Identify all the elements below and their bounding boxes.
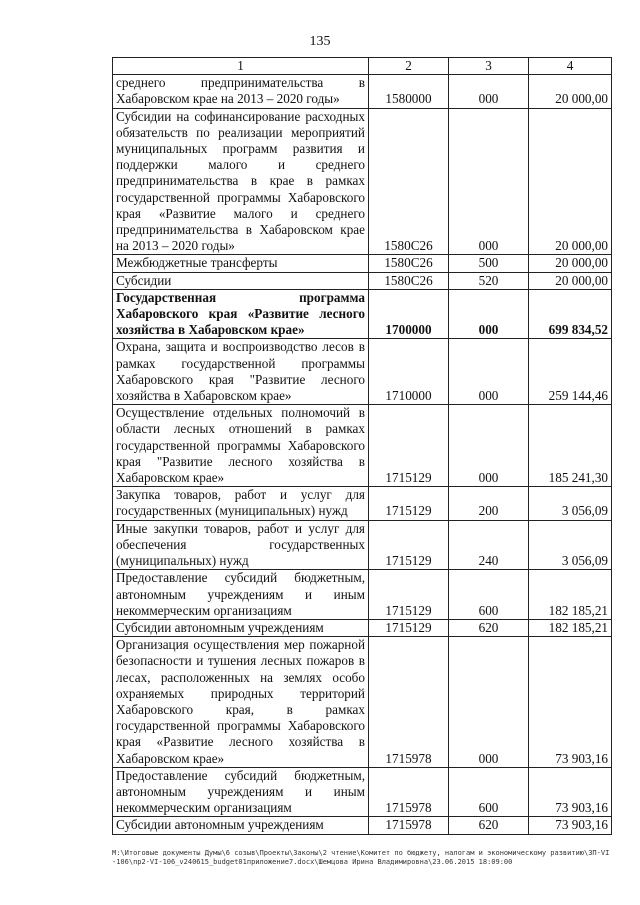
- row-expense-type: 000: [449, 339, 529, 405]
- row-name: Субсидии автономным учреждениям: [113, 619, 369, 636]
- row-amount: 20 000,00: [529, 255, 612, 272]
- row-expense-type: 620: [449, 817, 529, 834]
- table-row: [113, 767, 612, 817]
- row-amount: 20 000,00: [529, 75, 612, 108]
- row-amount: 3 056,09: [529, 520, 612, 570]
- row-code: 1580С26: [369, 108, 449, 255]
- row-code: 1580000: [369, 75, 449, 108]
- row-expense-type: 600: [449, 570, 529, 620]
- row-name: Предоставление субсидий бюджетным, автономным учреждениям и иным некоммерческим организациям: [113, 767, 369, 817]
- row-name: Межбюджетные трансферты: [113, 255, 369, 272]
- row-amount: 20 000,00: [529, 272, 612, 289]
- row-amount: 3 056,09: [529, 487, 612, 520]
- budget-table: [112, 57, 612, 835]
- table-row: [113, 272, 612, 289]
- row-name: Организация осуществления мер пожарной безопасности и тушения лесных пожаров в лесах, расположенных на землях особо охраняемых природных территорий Хабаровского края, в рамках государственной программы Хабаровского края «Развитие лесного хозяйства в Хабаровском крае»: [113, 637, 369, 768]
- table-row: [113, 817, 612, 834]
- row-name: среднего предпринимательства в Хабаровском крае на 2013 – 2020 годы»: [113, 75, 369, 108]
- row-amount: 73 903,16: [529, 767, 612, 817]
- column-header: 3: [449, 58, 529, 75]
- table-row: [113, 339, 612, 405]
- row-amount: 20 000,00: [529, 108, 612, 255]
- row-name: Осуществление отдельных полномочий в области лесных отношений в рамках государственной программы Хабаровского края "Развитие лесного хозяйства в Хабаровском крае»: [113, 405, 369, 487]
- table-row: [113, 108, 612, 255]
- table-row: [113, 570, 612, 620]
- row-code: 1580С26: [369, 272, 449, 289]
- table-row: [113, 255, 612, 272]
- row-expense-type: 000: [449, 289, 529, 339]
- page-number: 135: [309, 34, 331, 49]
- row-name: Предоставление субсидий бюджетным, автономным учреждениям и иным некоммерческим организациям: [113, 570, 369, 620]
- row-expense-type: 000: [449, 637, 529, 768]
- row-code: 1715978: [369, 817, 449, 834]
- table-row: [113, 637, 612, 768]
- table-row: [113, 487, 612, 520]
- row-amount: 185 241,30: [529, 405, 612, 487]
- row-expense-type: 000: [449, 108, 529, 255]
- table-row: [113, 405, 612, 487]
- row-name: Закупка товаров, работ и услуг для государственных (муниципальных) нужд: [113, 487, 369, 520]
- row-code: 1715129: [369, 487, 449, 520]
- row-code: 1715978: [369, 637, 449, 768]
- row-amount: 699 834,52: [529, 289, 612, 339]
- row-amount: 182 185,21: [529, 570, 612, 620]
- row-expense-type: 000: [449, 405, 529, 487]
- row-amount: 182 185,21: [529, 619, 612, 636]
- row-code: 1715129: [369, 570, 449, 620]
- row-name: Иные закупки товаров, работ и услуг для обеспечения государственных (муниципальных) нужд: [113, 520, 369, 570]
- column-header: 2: [369, 58, 449, 75]
- row-code: 1710000: [369, 339, 449, 405]
- table-row: [113, 520, 612, 570]
- row-name: Субсидии: [113, 272, 369, 289]
- file-path-footer: M:\Итоговые документы Думы\6 созыв\Проекты\Законы\2 чтение\Комитет по бюджету, налогам и экономическому развитию\ЗП-VI-106\пр2-VI-106_v240615_budget01приложение7.docx\Шемцова Ирина Владимировна\23.06.2015 18:09:00: [112, 849, 610, 866]
- row-expense-type: 500: [449, 255, 529, 272]
- row-expense-type: 000: [449, 75, 529, 108]
- row-name: Субсидии на софинансирование расходных обязательств по реализации мероприятий муниципальных программ развития и поддержки малого и среднего предпринимательства в крае в рамках государственной программы Хабаровского края «Развитие малого и среднего предпринимательства в Хабаровском крае на 2013 – 2020 годы»: [113, 108, 369, 255]
- row-amount: 73 903,16: [529, 637, 612, 768]
- row-code: 1715129: [369, 619, 449, 636]
- row-expense-type: 240: [449, 520, 529, 570]
- table-row: [113, 75, 612, 108]
- row-expense-type: 520: [449, 272, 529, 289]
- header-row: [113, 58, 612, 75]
- row-expense-type: 620: [449, 619, 529, 636]
- row-code: 1715978: [369, 767, 449, 817]
- row-code: 1715129: [369, 405, 449, 487]
- row-name: Субсидии автономным учреждениям: [113, 817, 369, 834]
- table-row: [113, 289, 612, 339]
- column-header: 4: [529, 58, 612, 75]
- row-amount: 73 903,16: [529, 817, 612, 834]
- row-expense-type: 200: [449, 487, 529, 520]
- row-code: 1715129: [369, 520, 449, 570]
- row-expense-type: 600: [449, 767, 529, 817]
- row-amount: 259 144,46: [529, 339, 612, 405]
- table-row: [113, 619, 612, 636]
- row-name: Охрана, защита и воспроизводство лесов в рамках государственной программы Хабаровского края "Развитие лесного хозяйства в Хабаровском крае»: [113, 339, 369, 405]
- column-header: 1: [113, 58, 369, 75]
- row-code: 1700000: [369, 289, 449, 339]
- row-code: 1580С26: [369, 255, 449, 272]
- row-name: Государственная программа Хабаровского края «Развитие лесного хозяйства в Хабаровском крае»: [113, 289, 369, 339]
